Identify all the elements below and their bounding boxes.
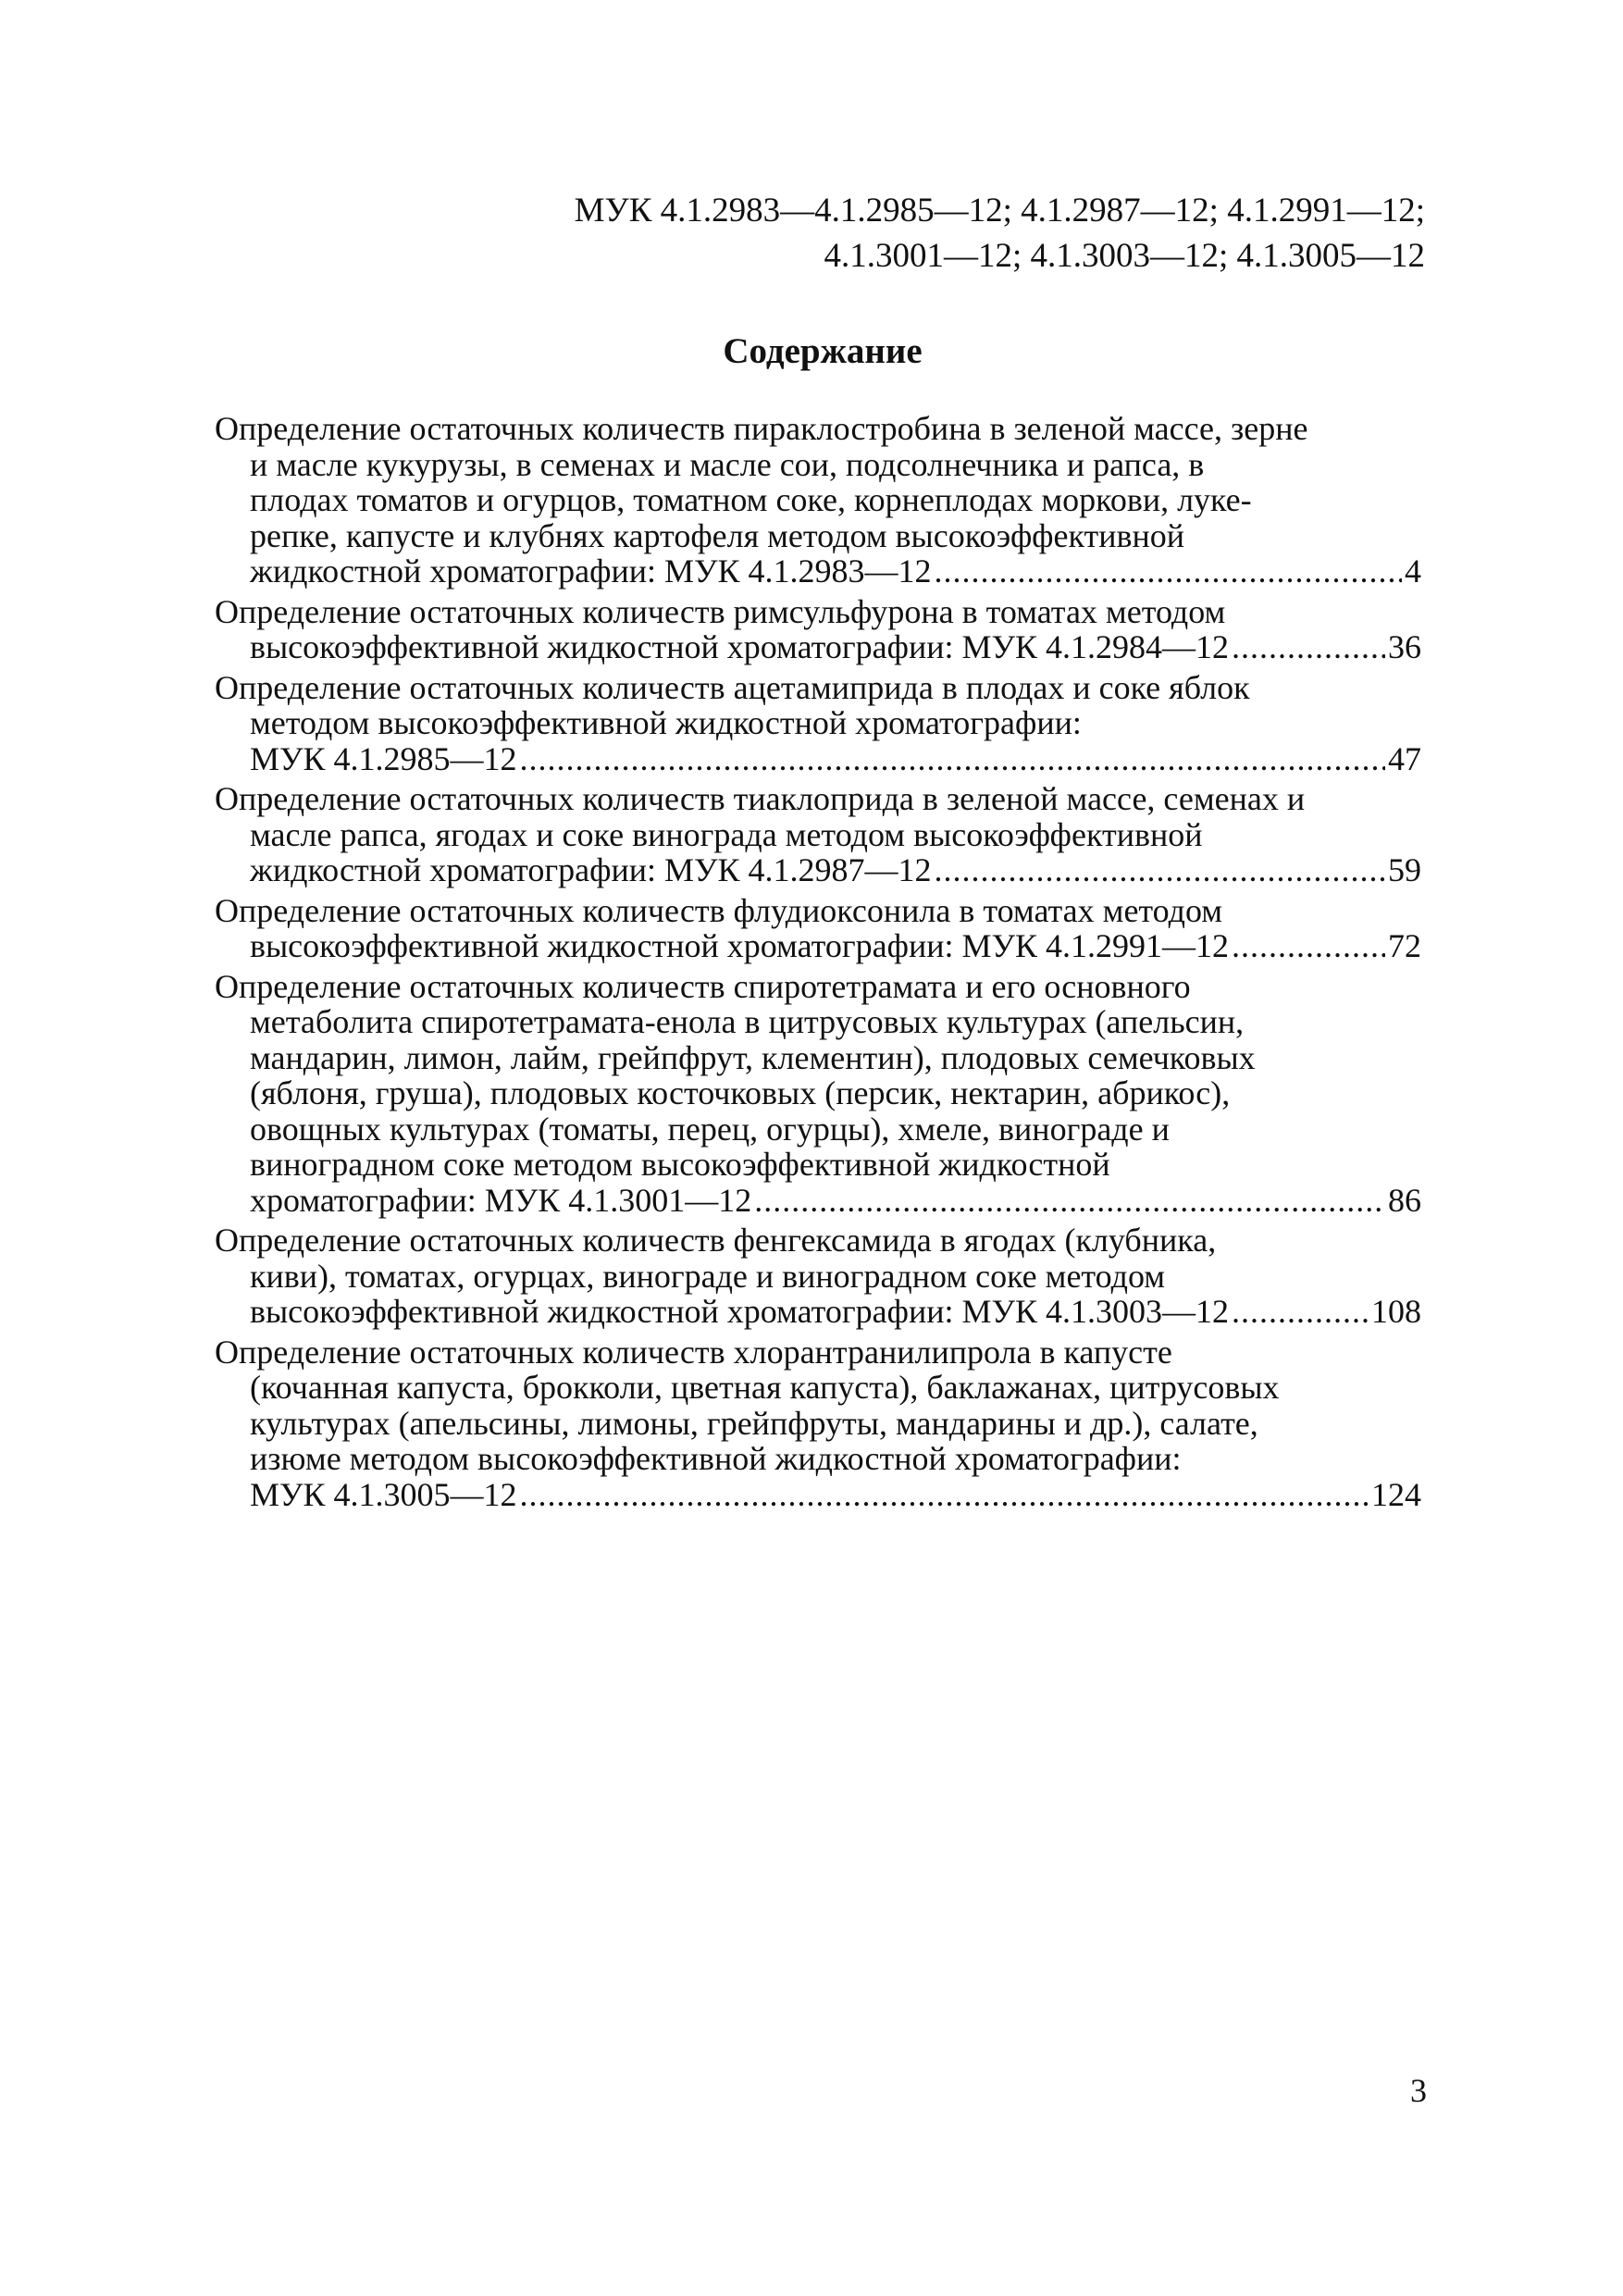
toc-entry-line: метаболита спиротетрамата-енола в цитрусовых культурах (апельсин,: [250, 1003, 1245, 1040]
toc-page-number: 86: [1388, 1181, 1421, 1219]
page-title: Содержание: [723, 331, 923, 371]
toc-entry-line: и масле кукурузы, в семенах и масле сои, подсолнечника и рапса, в: [250, 445, 1205, 483]
toc-entry-line: виноградном соке методом высокоэффективной жидкостной: [250, 1146, 1110, 1183]
toc-entry-last-line: [215, 1183, 1421, 1219]
toc-entry-line: Определение остаточных количеств спиротетрамата и его основного: [215, 967, 1191, 1005]
toc-page-number: 124: [1371, 1475, 1421, 1513]
toc-entry: [215, 670, 1421, 777]
toc-entry-last-line: [215, 928, 1421, 964]
dot-leader: [754, 1183, 1385, 1219]
dot-leader: [935, 553, 1402, 590]
toc-entry: [215, 969, 1421, 1219]
dot-leader: [1232, 1294, 1369, 1330]
toc-entry-line: жидкостной хроматографии: МУК 4.1.2983—12: [250, 552, 932, 590]
toc-entry-line: методом высокоэффективной жидкостной хроматографии:: [250, 704, 1082, 741]
document-header: [278, 188, 1425, 279]
toc-entry-line: (яблоня, груша), плодовых косточковых (персик, нектарин, абрикос),: [250, 1074, 1231, 1111]
toc-entry-line: высокоэффективной жидкостной хроматографии: МУК 4.1.2991—12: [250, 927, 1229, 964]
dot-leader: [520, 1477, 1369, 1513]
toc-entry-line: Определение остаточных количеств римсульфурона в томатах методом: [215, 592, 1226, 630]
toc-page-number: 72: [1388, 927, 1421, 964]
toc-entry-line: МУК 4.1.2985—12: [250, 739, 517, 777]
toc-entry-line: мандарин, лимон, лайм, грейпфрут, клементин), плодовых семечковых: [250, 1038, 1256, 1076]
dot-leader: [1232, 629, 1385, 665]
toc-entry-line: высокоэффективной жидкостной хроматографии: МУК 4.1.2984—12: [250, 628, 1229, 665]
toc-entry-last-line: [215, 553, 1421, 590]
dot-leader: [935, 852, 1385, 888]
toc-entry: [215, 1334, 1421, 1513]
toc-entry-last-line: [215, 629, 1421, 665]
toc-page-number: 59: [1388, 851, 1421, 888]
toc-entry-line: жидкостной хроматографии: МУК 4.1.2987—12: [250, 851, 932, 888]
toc-entry-last-line: [215, 741, 1421, 777]
toc-entry: [215, 893, 1421, 964]
toc-page-number: 47: [1388, 739, 1421, 777]
toc-entry-line: высокоэффективной жидкостной хроматографии: МУК 4.1.3003—12: [250, 1293, 1229, 1330]
toc-entry-line: изюме методом высокоэффективной жидкостной хроматографии:: [250, 1440, 1182, 1477]
toc-page-number: 36: [1388, 628, 1421, 665]
toc-entry-last-line: [215, 1477, 1421, 1513]
dot-leader: [1232, 928, 1385, 964]
toc-entry-line: репке, капусте и клубнях картофеля методом высокоэффективной: [250, 516, 1185, 554]
toc-entry-line: Определение остаточных количеств хлорантранилипрола в капусте: [215, 1333, 1172, 1371]
toc-entry-last-line: [215, 852, 1421, 888]
toc-entry-line: культурах (апельсины, лимоны, грейпфруты, мандарины и др.), салате,: [250, 1404, 1258, 1442]
toc-entry-line: плодах томатов и огурцов, томатном соке, корнеплодах моркови, луке-: [250, 481, 1252, 518]
toc-entry-line: Определение остаточных количеств пираклостробина в зеленой массе, зерне: [215, 410, 1308, 447]
header-line-1: МУК 4.1.2983—4.1.2985—12; 4.1.2987—12; 4.1.2991—12;: [574, 192, 1425, 230]
toc-entry-line: Определение остаточных количеств фенгексамида в ягодах (клубника,: [215, 1222, 1217, 1259]
table-of-contents: [215, 411, 1421, 1517]
page-number: 3: [1410, 2072, 1427, 2109]
toc-entry: [215, 411, 1421, 590]
header-line-2: 4.1.3001—12; 4.1.3003—12; 4.1.3005—12: [824, 237, 1425, 275]
toc-entry: [215, 594, 1421, 665]
toc-entry: [215, 1222, 1421, 1330]
toc-entry-line: хроматографии: МУК 4.1.3001—12: [250, 1181, 752, 1219]
toc-entry-line: (кочанная капуста, брокколи, цветная капуста), баклажанах, цитрусовых: [250, 1369, 1280, 1406]
toc-entry: [215, 781, 1421, 888]
toc-entry-last-line: [215, 1294, 1421, 1330]
dot-leader: [520, 741, 1385, 777]
toc-entry-line: овощных культурах (томаты, перец, огурцы), хмеле, винограде и: [250, 1110, 1170, 1148]
toc-entry-line: МУК 4.1.3005—12: [250, 1475, 517, 1513]
toc-entry-line: масле рапса, ягодах и соке винограда методом высокоэффективной: [250, 815, 1203, 853]
toc-entry-line: Определение остаточных количеств тиаклоприда в зеленой массе, семенах и: [215, 780, 1306, 817]
toc-page-number: 108: [1371, 1293, 1421, 1330]
toc-page-number: 4: [1405, 552, 1421, 590]
toc-entry-line: Определение остаточных количеств флудиоксонила в томатах методом: [215, 891, 1223, 929]
toc-entry-line: Определение остаточных количеств ацетамиприда в плодах и соке яблок: [215, 668, 1250, 706]
toc-entry-line: киви), томатах, огурцах, винограде и виноградном соке методом: [250, 1257, 1166, 1295]
